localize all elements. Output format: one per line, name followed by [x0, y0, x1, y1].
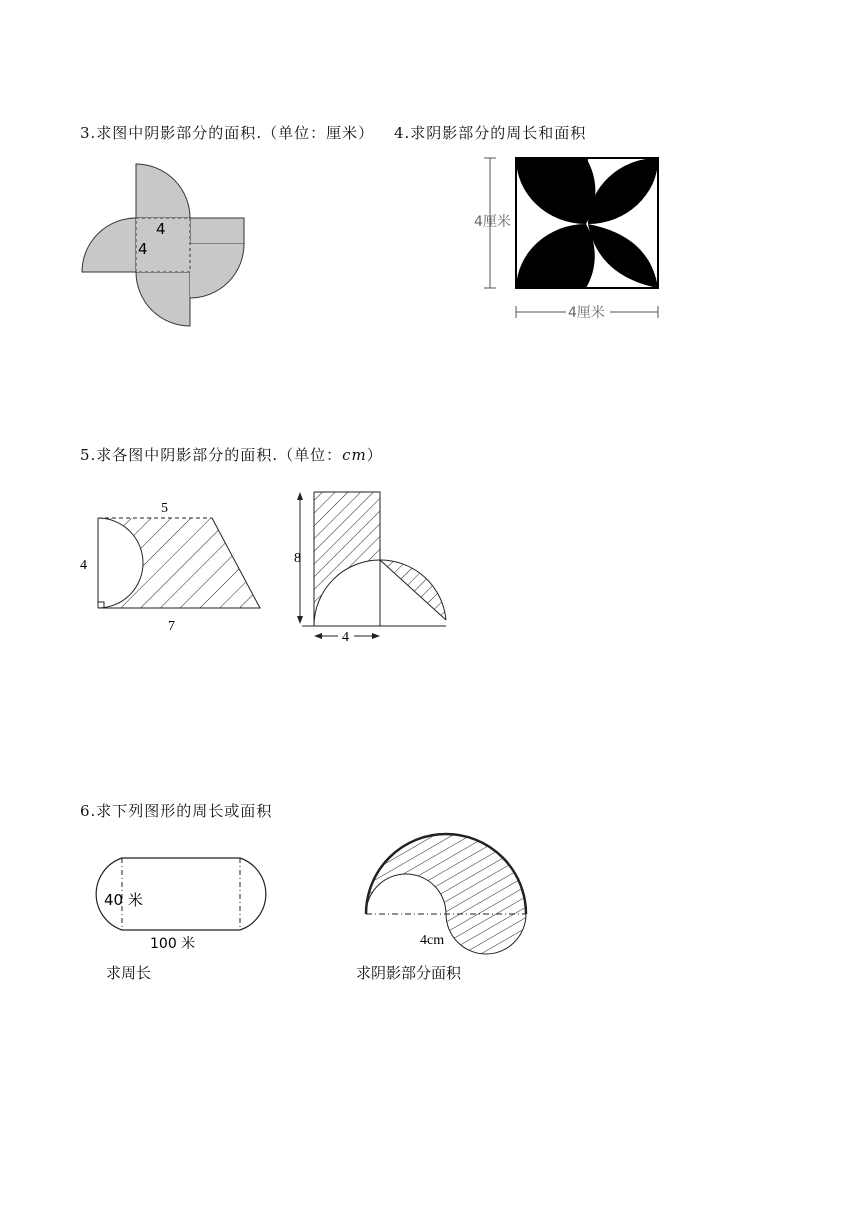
question-5-prefix: 5.求各图中阴影部分的面积.（单位： — [80, 446, 343, 464]
trapezoid-bottom-label: 7 — [168, 619, 175, 634]
pinwheel-label-top: 4 — [156, 220, 166, 238]
question-3-text: 3.求图中阴影部分的面积.（单位：厘米） — [80, 124, 375, 142]
stadium-figure — [78, 852, 284, 952]
height-label: 8 — [294, 551, 301, 566]
crescent-caption: 求阴影部分面积 — [356, 964, 462, 982]
base-label: 4 — [342, 630, 349, 645]
pinwheel-blade-left — [82, 218, 136, 272]
question-6-text: 6.求下列图形的周长或面积 — [80, 802, 273, 820]
pinwheel-figure — [76, 160, 248, 332]
stadium-length-label: 100 米 — [150, 936, 196, 952]
pinwheel-label-left: 4 — [138, 240, 148, 258]
question-5-suffix: ） — [366, 446, 383, 464]
bottom-dimension-label: 4厘米 — [568, 305, 605, 321]
crescent-diameter-label: 4cm — [420, 933, 445, 948]
pinwheel-blade-bottom — [136, 272, 190, 326]
crescent-figure — [360, 826, 536, 958]
stadium-caption: 求周长 — [106, 964, 152, 982]
trapezoid-figure — [76, 494, 272, 640]
rectangle-arc-figure — [290, 486, 456, 646]
pinwheel-blade-top — [136, 164, 190, 218]
side-dimension-label: 4厘米 — [474, 214, 511, 230]
trapezoid-left-label: 4 — [80, 558, 87, 573]
question-4-text: 4.求阴影部分的周长和面积 — [394, 124, 587, 142]
trapezoid-top-label: 5 — [161, 501, 168, 516]
stadium-width-label: 40 米 — [104, 891, 143, 909]
question-5-unit: cm — [342, 446, 367, 464]
question-5-text — [80, 444, 383, 465]
square-leaf-figure — [470, 150, 670, 330]
